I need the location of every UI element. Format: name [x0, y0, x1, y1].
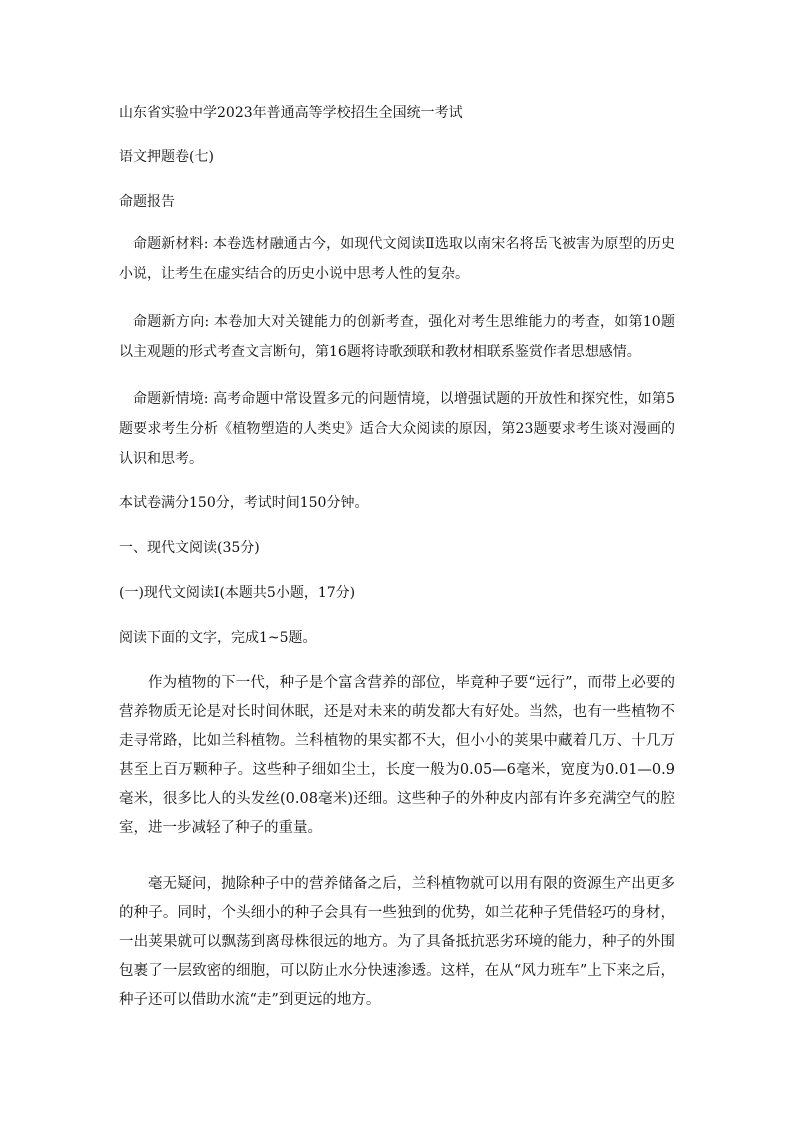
section-title: 一、现代文阅读(35分): [119, 540, 260, 556]
paper-title: 语文押题卷(七): [119, 149, 214, 165]
report-situation: 命题新情境: 高考命题中常设置多元的问题情境，以增强试题的开放性和探究性，如第5题要求考生分析《植物塑造的人类史》适合大众阅读的原因，第23题要求考生谈对漫画的认识和思考。: [119, 391, 675, 467]
report-title: 命题报告: [119, 194, 175, 210]
subsection-title: (一)现代文阅读Ⅰ(本题共5小题，17分): [119, 585, 356, 601]
passage-paragraph-1: 作为植物的下一代，种子是个富含营养的部位，毕竟种子要“远行”，而带上必要的营养物质无论是对长时间休眠，还是对未来的萌发都大有好处。当然，也有一些植物不走寻常路，比如兰科植物。兰科植物的果实都不大，但小小的荚果中藏着几万、十几万甚至上百万颗种子。这些种子细如尘土，长度一般为0.05—6毫米，宽度为0.01—0.9毫米，很多比人的头发丝(0.08毫米)还细。这些种子的外种皮内部有许多充满空气的腔室，进一步减轻了种子的重量。: [119, 675, 675, 836]
report-material: 命题新材料: 本卷选材融通古今，如现代文阅读Ⅱ选取以南宋名将岳飞被害为原型的历史小说，让考生在虚实结合的历史小说中思考人性的复杂。: [119, 236, 675, 282]
passage-paragraph-2: 毫无疑问，抛除种子中的营养储备之后，兰科植物就可以用有限的资源生产出更多的种子。同时，个头细小的种子会具有一些独到的优势，如兰花种子凭借轻巧的身材，一出荚果就可以飘荡到离母株很远的地方。为了具备抵抗恶劣环境的能力，种子的外围包裹了一层致密的细胞，可以防止水分快速渗透。这样，在从“风力班车”上下来之后，种子还可以借助水流“走”到更远的地方。: [119, 876, 675, 1008]
reading-instruction: 阅读下面的文字，完成1~5题。: [119, 630, 317, 646]
exam-title: 山东省实验中学2023年普通高等学校招生全国统一考试: [119, 105, 463, 121]
exam-info: 本试卷满分150分，考试时间150分钟。: [119, 495, 369, 511]
report-direction: 命题新方向: 本卷加大对关键能力的创新考查，强化对考生思维能力的考查，如第10题以主观题的形式考查文言断句，第16题将诗歌颈联和教材相联系鉴赏作者思想感情。: [119, 314, 675, 360]
